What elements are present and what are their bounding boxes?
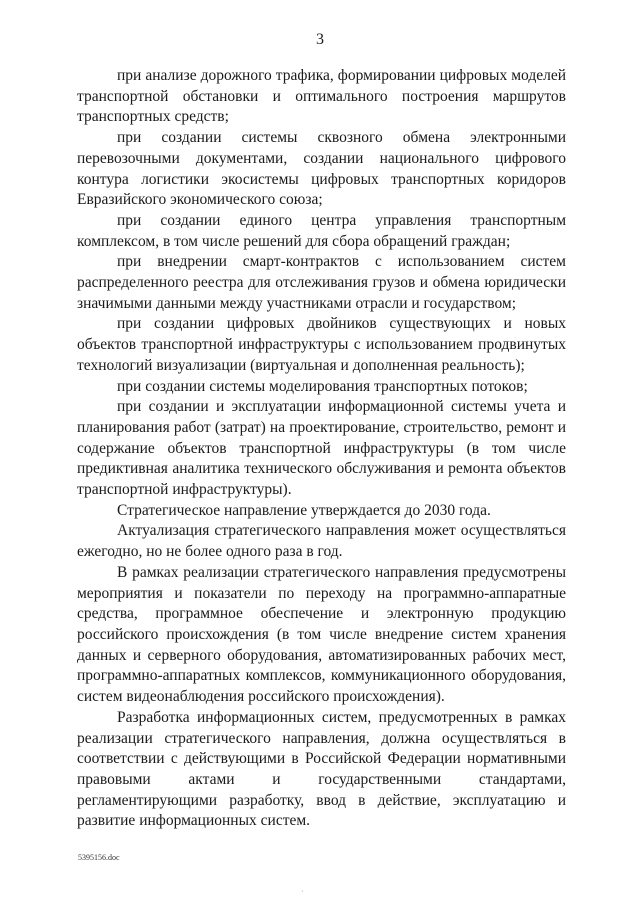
page-number: 3 xyxy=(316,31,324,48)
paragraph-development-standards: Разработка информационных систем, предусмотренных в рамках реализации стратегического направления, должна осуществляться в соответствии с действующими в Российской Федерации нормативными правовыми актами и государственными стандартами, регламентирующими разработку, ввод в действие, эксплуатацию и развитие информационных систем. xyxy=(77,708,566,830)
paragraph-actualization: Актуализация стратегического направления может осуществляться ежегодно, но не более одного раза в год. xyxy=(77,522,566,561)
paragraph-import-substitution: В рамках реализации стратегического направления предусмотрены мероприятия и показатели по переходу на программно-аппаратные средства, программное обеспечение и электронную продукцию российского происхождения (в том числе внедрение систем хранения данных и серверного оборудования, автоматизированных рабочих мест, программно-аппаратных комплексов, коммуникационного оборудования, систем видеонаблюдения российского происхождения). xyxy=(77,563,566,706)
paragraph-control-center: при создании единого центра управления транспортным комплексом, в том числе решений для сбора обращений граждан; xyxy=(77,211,566,250)
paragraph-traffic-analysis: при анализе дорожного трафика, формировании цифровых моделей транспортной обстановки и оптимального построения маршрутов транспортных средств; xyxy=(77,67,566,126)
paragraph-smart-contracts: при внедрении смарт-контрактов с использованием систем распределенного реестра для отслеживания грузов и обмена юридически значимыми данными между участниками отрасли и государством; xyxy=(77,253,566,312)
paragraph-traffic-modeling: при создании системы моделирования транспортных потоков; xyxy=(117,377,528,395)
paragraph-digital-twins: при создании цифровых двойников существующих и новых объектов транспортной инфраструктуры с использованием продвинутых технологий визуализации (виртуальная и дополненная реальность); xyxy=(77,315,566,374)
footer-mark: · xyxy=(301,887,304,896)
document-file-reference: 5395156.doc xyxy=(78,853,120,862)
paragraph-approval-date: Стратегическое направление утверждается до 2030 года. xyxy=(117,501,491,519)
paragraph-electronic-documents: при создании системы сквозного обмена электронными перевозочными документами, создании национального цифрового контура логистики экосистемы цифровых транспортных коридоров Евразийского экономического союза; xyxy=(77,129,566,209)
document-body xyxy=(77,66,566,832)
paragraph-works-planning: при создании и эксплуатации информационной системы учета и планирования работ (затрат) на проектирование, строительство, ремонт и содержание объектов транспортной инфраструктуры (в том числе предиктивная аналитика технического обслуживания и ремонта объектов транспортной инфраструктуры). xyxy=(77,398,566,499)
